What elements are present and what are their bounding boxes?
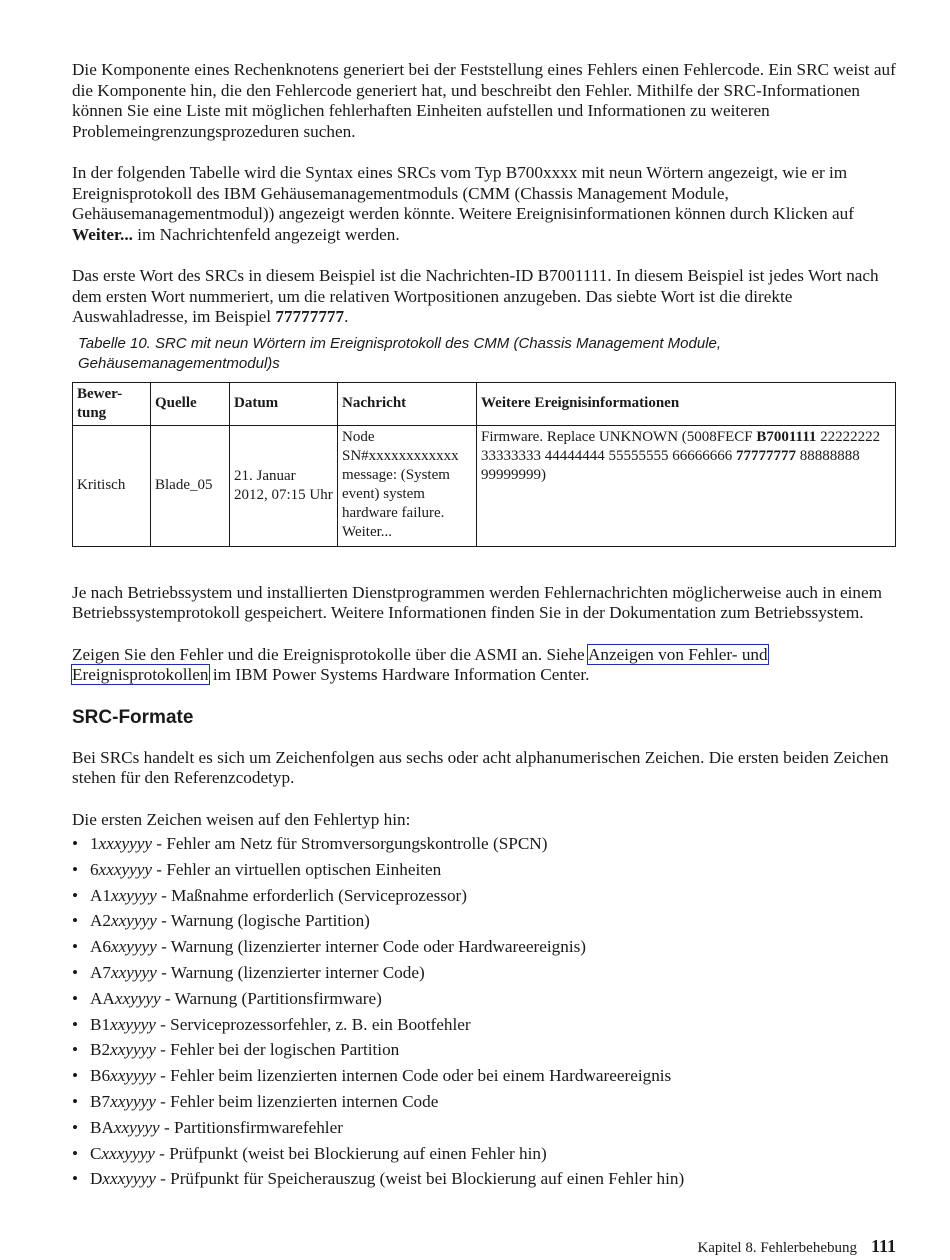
- list-item: [72, 1040, 896, 1066]
- header-bewertung: Bewer- tung: [73, 382, 151, 425]
- bullet-icon: •: [72, 1066, 79, 1086]
- type-prefix: B7: [90, 1091, 111, 1111]
- bullet-icon: •: [72, 1014, 79, 1034]
- selection-address-bold: 77777777: [275, 307, 345, 326]
- type-code: xxyyyy: [110, 1014, 156, 1034]
- cell-quelle: Blade_05: [151, 425, 230, 546]
- header-quelle: Quelle: [151, 382, 230, 425]
- table-row: [73, 425, 896, 546]
- os-log-paragraph: Je nach Betriebssystem und installierten Dienstprogrammen werden Fehlernachrichten möglicherweise auch in einem Betriebssystemprotokoll gespeichert. Weitere Informationen finden Sie in der Dokumentation zum Betriebssystem.: [72, 582, 882, 622]
- type-code: xxyyyy: [110, 1066, 156, 1086]
- list-item: [72, 937, 896, 963]
- info-text-a: Firmware. Replace UNKNOWN (5008FECF: [481, 428, 757, 445]
- type-description: - Fehler beim lizenzierten internen Code: [155, 1091, 439, 1111]
- bullet-icon: •: [72, 988, 79, 1008]
- bullet-icon: •: [72, 962, 79, 982]
- type-prefix: D: [90, 1169, 103, 1189]
- bullet-icon: •: [72, 834, 79, 853]
- error-event-logs-link[interactable]: Anzeigen von Fehler- und Ereignisprotokollen: [72, 644, 768, 684]
- table-caption: Tabelle 10. SRC mit neun Wörtern im Ereignisprotokoll des CMM (Chassis Management Module, Gehäusemanagementmodul)s: [78, 334, 722, 372]
- bullet-icon: •: [72, 1143, 79, 1163]
- type-code: xxyyyy: [111, 885, 157, 905]
- bullet-icon: •: [72, 911, 79, 931]
- type-code: xxxyyyy: [98, 834, 152, 853]
- weiter-bold-text: Weiter...: [72, 224, 133, 244]
- page-content: [72, 60, 896, 1195]
- type-code: xxyyyy: [110, 1091, 156, 1111]
- type-description: - Fehler bei der logischen Partition: [155, 1040, 400, 1060]
- header-weitere-info: Weitere Ereignisinformationen: [477, 382, 896, 425]
- list-item: [72, 860, 896, 886]
- header-nachricht: Nachricht: [338, 382, 477, 425]
- table-intro-paragraph: [72, 163, 896, 245]
- cell-datum: 21. Januar 2012, 07:15 Uhr: [230, 425, 338, 546]
- type-code: xxyyyy: [114, 988, 161, 1008]
- first-word-text: Das erste Wort des SRCs in diesem Beispiel ist die Nachrichten-ID B7001111. In diesem Beispiel ist jedes Wort nach dem ersten Wort nummeriert, um die relativen Wortpositionen anzugeben. Das siebte Wort ist die direkte Auswahladresse, im Beispiel: [72, 266, 879, 326]
- bullet-icon: •: [72, 1040, 79, 1060]
- type-description: - Serviceprozessorfehler, z. B. ein Bootfehler: [155, 1014, 471, 1034]
- src-event-table: [72, 382, 896, 547]
- type-prefix: B2: [90, 1040, 111, 1060]
- table-intro-text-end: im Nachrichtenfeld angezeigt werden.: [132, 224, 400, 244]
- type-description: - Fehler am Netz für Stromversorgungskontrolle (SPCN): [152, 834, 548, 853]
- bullet-icon: •: [72, 859, 79, 879]
- list-item: [72, 963, 896, 989]
- cell-bewertung: Kritisch: [73, 425, 151, 546]
- bullet-icon: •: [72, 1091, 79, 1111]
- type-code: xxxyyyy: [101, 1143, 155, 1163]
- list-item: [72, 1015, 896, 1041]
- type-description: - Prüfpunkt (weist bei Blockierung auf einen Fehler hin): [154, 1143, 547, 1163]
- list-item: [72, 1169, 896, 1195]
- info-text-b: 22222222 33333333 44444444 55555555 66666666: [481, 428, 881, 464]
- intro-paragraph: Die Komponente eines Rechenknotens generiert bei der Feststellung eines Fehlers einen Fehlercode. Ein SRC weist auf die Komponente hin, die den Fehlercode generiert hat, und beschreibt den Fehler. Mithilfe der SRC-Informationen können Sie eine Liste mit möglichen fehlerhaften Einheiten aufstellen und Informationen zu weiteren Problemeingrenzungsprozeduren suchen.: [72, 60, 896, 141]
- type-prefix: AA: [90, 988, 115, 1008]
- list-item: [72, 1118, 896, 1144]
- list-item: [72, 911, 896, 937]
- header-datum: Datum: [230, 382, 338, 425]
- bullet-icon: •: [72, 885, 79, 905]
- info-text-c: 88888888 99999999): [481, 447, 860, 483]
- list-item: [72, 989, 896, 1015]
- type-prefix: A1: [90, 885, 112, 905]
- type-prefix: A7: [90, 962, 112, 982]
- type-prefix: B6: [90, 1066, 111, 1086]
- type-prefix: C: [90, 1143, 102, 1163]
- type-code: xxyyyy: [111, 962, 157, 982]
- type-prefix: B1: [90, 1014, 111, 1034]
- cell-nachricht: Node SN#xxxxxxxxxxxx message: (System event) system hardware failure. Weiter...: [338, 425, 477, 546]
- type-prefix: BA: [90, 1117, 114, 1137]
- type-code: xxxyyyy: [102, 1169, 156, 1189]
- type-code: xxyyyy: [111, 937, 157, 957]
- bullet-icon: •: [72, 937, 79, 957]
- type-description: - Fehler beim lizenzierten internen Code oder bei einem Hardwareereignis: [155, 1066, 672, 1086]
- message-id-bold: B7001111: [756, 428, 817, 445]
- page-number: 111: [870, 1236, 896, 1256]
- list-item: [72, 1092, 896, 1118]
- word-seven-bold: 77777777: [736, 447, 796, 464]
- type-code: xxyyyy: [110, 1040, 156, 1060]
- type-prefix: A2: [90, 911, 112, 931]
- first-word-paragraph: [72, 266, 896, 328]
- asmi-text: Zeigen Sie den Fehler und die Ereignisprotokolle über die ASMI an. Siehe: [72, 644, 588, 664]
- section-heading: SRC-Formate: [72, 706, 194, 728]
- asmi-paragraph: [72, 645, 896, 686]
- type-code: xxyyyy: [111, 911, 157, 931]
- type-description: - Fehler an virtuellen optischen Einheiten: [152, 859, 442, 879]
- list-item: [72, 886, 896, 912]
- type-description: - Warnung (logische Partition): [156, 911, 370, 931]
- list-item: [72, 1066, 896, 1092]
- first-word-text-end: .: [344, 307, 349, 326]
- type-description: - Warnung (Partitionsfirmware): [160, 988, 382, 1008]
- error-type-list: [72, 834, 896, 1195]
- type-code: xxyyyy: [113, 1117, 160, 1137]
- page-footer: [697, 1236, 896, 1258]
- type-code: xxxyyyy: [98, 859, 152, 879]
- table-intro-text: In der folgenden Tabelle wird die Syntax eines SRCs vom Typ B700xxxx mit neun Wörtern angezeigt, wie er im Ereignisprotokoll des IBM Gehäusemanagementmoduls (CMM (Chassis Management Module, Gehäusemanagementmodul)) angezeigt werden könnte. Weitere Ereignisinformationen können durch Klicken auf: [72, 163, 854, 223]
- type-description: - Partitionsfirmwarefehler: [159, 1117, 343, 1137]
- src-format-paragraph: Bei SRCs handelt es sich um Zeichenfolgen aus sechs oder acht alphanumerischen Zeichen. Die ersten beiden Zeichen stehen für den Referenzcodetyp.: [72, 747, 889, 787]
- type-description: - Warnung (lizenzierter interner Code oder Hardwareereignis): [156, 937, 587, 957]
- type-description: - Warnung (lizenzierter interner Code): [156, 962, 425, 982]
- type-prefix: A6: [90, 937, 112, 957]
- type-prefix: 6: [90, 859, 99, 879]
- list-item: [72, 1144, 896, 1170]
- bullet-icon: •: [72, 1169, 79, 1189]
- error-type-intro: Die ersten Zeichen weisen auf den Fehlertyp hin:: [72, 809, 411, 829]
- type-description: - Maßnahme erforderlich (Serviceprozessor): [156, 885, 467, 905]
- chapter-title: Kapitel 8. Fehlerbehebung: [697, 1240, 857, 1256]
- list-item: [72, 834, 896, 860]
- type-description: - Prüfpunkt für Speicherauszug (weist bei Blockierung auf einen Fehler hin): [155, 1169, 685, 1189]
- bullet-icon: •: [72, 1117, 79, 1137]
- type-prefix: 1: [90, 834, 99, 853]
- table-header-row: [73, 382, 896, 425]
- cell-weitere-info: [477, 425, 896, 546]
- asmi-text-end: im IBM Power Systems Hardware Information Center.: [208, 665, 590, 684]
